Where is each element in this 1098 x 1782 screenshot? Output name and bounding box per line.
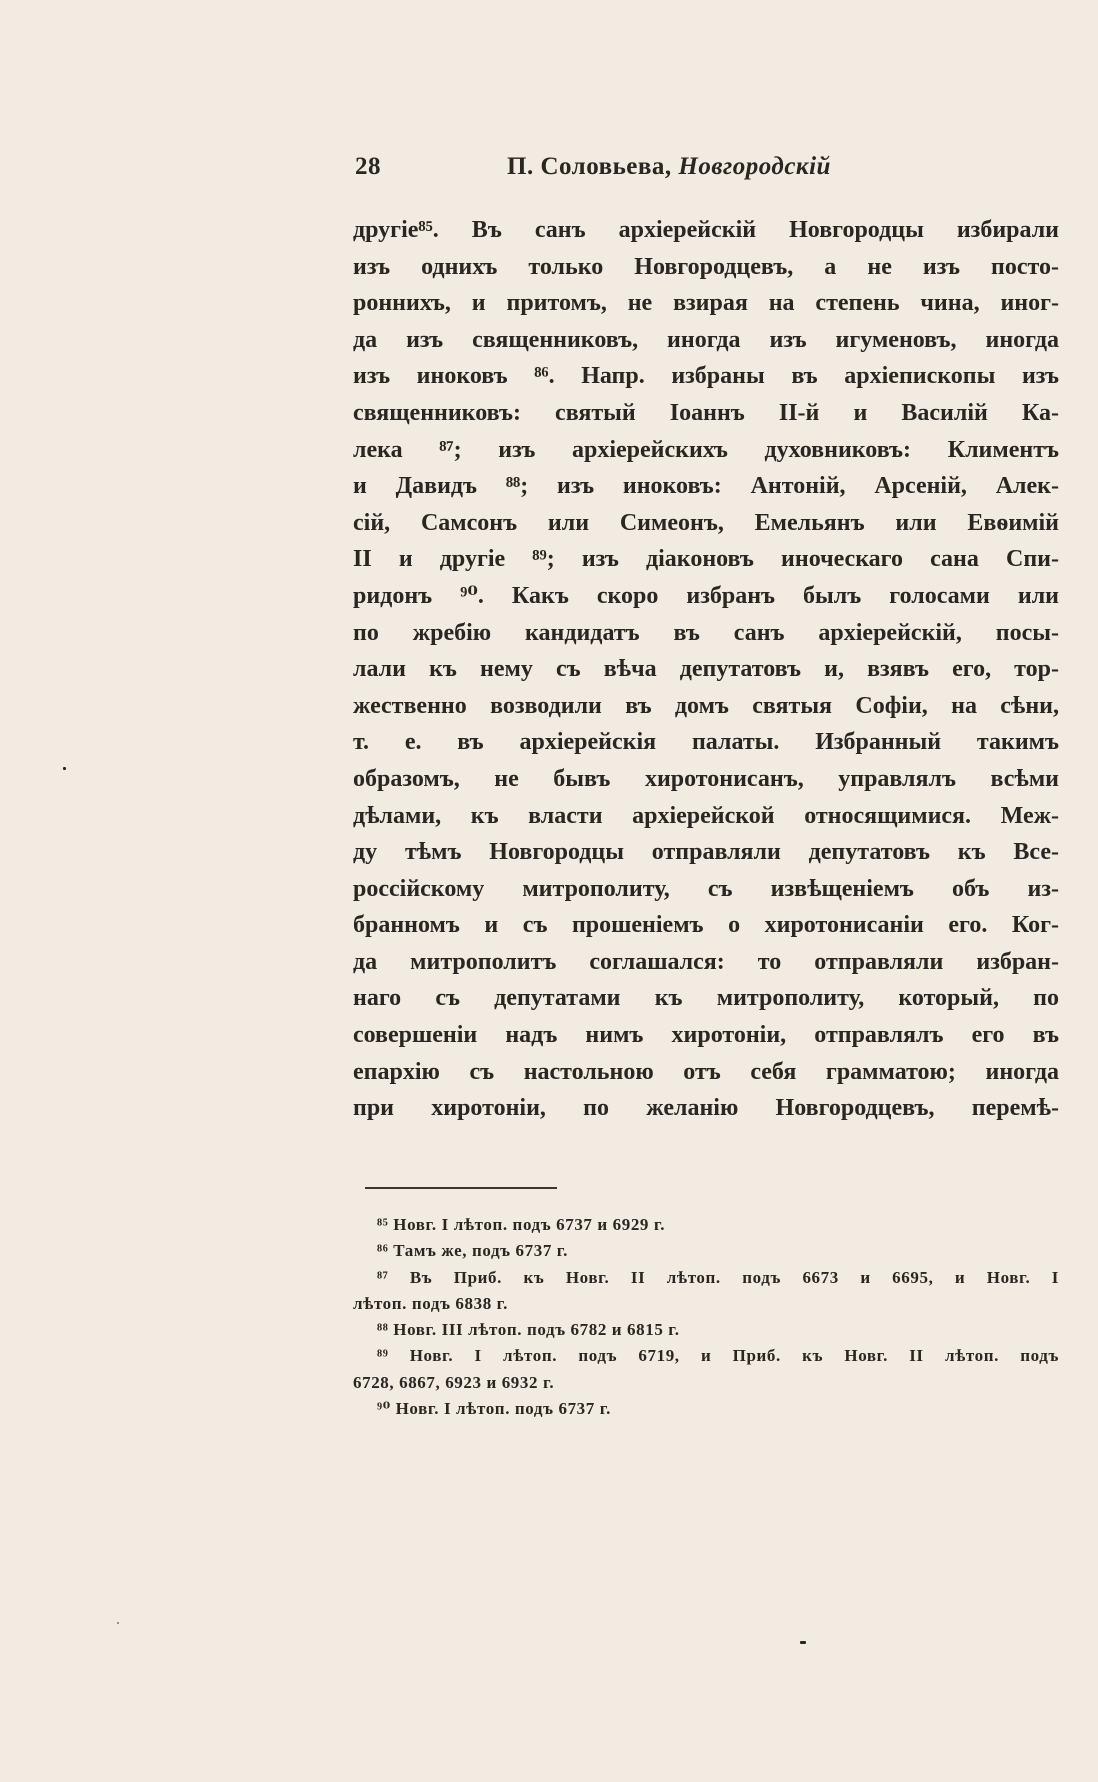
- text-line: сій, Самсонъ или Симеонъ, Емельянъ или Евѳимій: [353, 509, 1059, 536]
- page-number: 28: [355, 153, 381, 180]
- running-head-author: П. Соловьева,: [507, 153, 672, 180]
- text-line: II и другіе ⁸⁹; изъ діаконовъ иноческаго сана Спи-: [353, 546, 1059, 573]
- text-line: бранномъ и съ прошеніемъ о хиротонисаніи его. Ког-: [353, 912, 1059, 939]
- text-line: ду тѣмъ Новгородцы отправляли депутатовъ къ Все-: [353, 839, 1059, 866]
- footnote-line: лѣтоп. подъ 6838 г.: [353, 1293, 508, 1313]
- text-line: при хиротоніи, по желанію Новгородцевъ, перемѣ-: [353, 1095, 1059, 1122]
- page-header: [355, 153, 867, 189]
- footnote-line: ⁸⁷ Въ Приб. къ Новг. II лѣтоп. подъ 6673 и 6695, и Новг. I: [377, 1267, 1059, 1287]
- footnote-line: ⁸⁹ Новг. I лѣтоп. подъ 6719, и Приб. къ Новг. II лѣтоп. подъ: [377, 1346, 1059, 1366]
- text-line: по жребію кандидатъ въ санъ архіерейскій, посы-: [353, 619, 1059, 646]
- body-text: [353, 212, 1059, 1127]
- text-line: образомъ, не бывъ хиротонисанъ, управлялъ всѣми: [353, 765, 1059, 792]
- text-line: т. е. въ архіерейскія палаты. Избранный такимъ: [353, 729, 1059, 756]
- text-line: наго съ депутатами къ митрополиту, который, по: [353, 985, 1059, 1012]
- text-line: жественно возводили въ домъ святыя Софіи, на сѣни,: [353, 692, 1059, 719]
- text-line: другіе⁸⁵. Въ санъ архіерейскій Новгородцы избирали: [353, 217, 1059, 243]
- footnote-line: 6728, 6867, 6923 и 6932 г.: [353, 1372, 555, 1392]
- text-line: и Давидъ ⁸⁸; изъ иноковъ: Антоній, Арсеній, Алек-: [353, 473, 1059, 500]
- text-line: россійскому митрополиту, съ извѣщеніемъ объ из-: [353, 875, 1059, 902]
- footnote-line: ⁹⁰ Новг. I лѣтоп. подъ 6737 г.: [377, 1399, 611, 1419]
- text-line: священниковъ: святый Іоаннъ II-й и Василій Ка-: [353, 399, 1059, 426]
- scan-speck: [63, 767, 66, 770]
- footnote-divider: [365, 1187, 557, 1189]
- text-line: лека ⁸⁷; изъ архіерейскихъ духовниковъ: Климентъ: [353, 436, 1059, 463]
- text-line: дѣлами, къ власти архіерейской относящимися. Меж-: [353, 802, 1059, 829]
- footnote-line: ⁸⁵ Новг. I лѣтоп. подъ 6737 и 6929 г.: [377, 1215, 666, 1234]
- text-line: да митрополитъ соглашался: то отправляли избран-: [353, 948, 1059, 975]
- running-head-title: Новгородскій: [678, 153, 831, 180]
- text-line: изъ однихъ только Новгородцевъ, а не изъ посто-: [353, 253, 1059, 280]
- scan-speck: [800, 1641, 806, 1644]
- scan-speck: [117, 1622, 119, 1624]
- text-line: роннихъ, и притомъ, не взирая на степень чина, иног-: [353, 290, 1059, 317]
- footnote-line: ⁸⁸ Новг. III лѣтоп. подъ 6782 и 6815 г.: [377, 1320, 680, 1340]
- running-head: [507, 153, 831, 181]
- text-line: епархію съ настольною отъ себя грамматою; иногда: [353, 1058, 1059, 1085]
- text-line: ридонъ ⁹⁰. Какъ скоро избранъ былъ голосами или: [353, 582, 1059, 609]
- text-line: да изъ священниковъ, иногда изъ игуменовъ, иногда: [353, 326, 1059, 353]
- footnote-line: ⁸⁶ Тамъ же, подъ 6737 г.: [377, 1241, 569, 1261]
- text-line: совершеніи надъ нимъ хиротоніи, отправлялъ его въ: [353, 1022, 1059, 1049]
- text-line: лали къ нему съ вѣча депутатовъ и, взявъ его, тор-: [353, 656, 1059, 683]
- footnotes: [353, 1212, 1059, 1422]
- text-line: изъ иноковъ ⁸⁶. Напр. избраны въ архіепископы изъ: [353, 363, 1059, 390]
